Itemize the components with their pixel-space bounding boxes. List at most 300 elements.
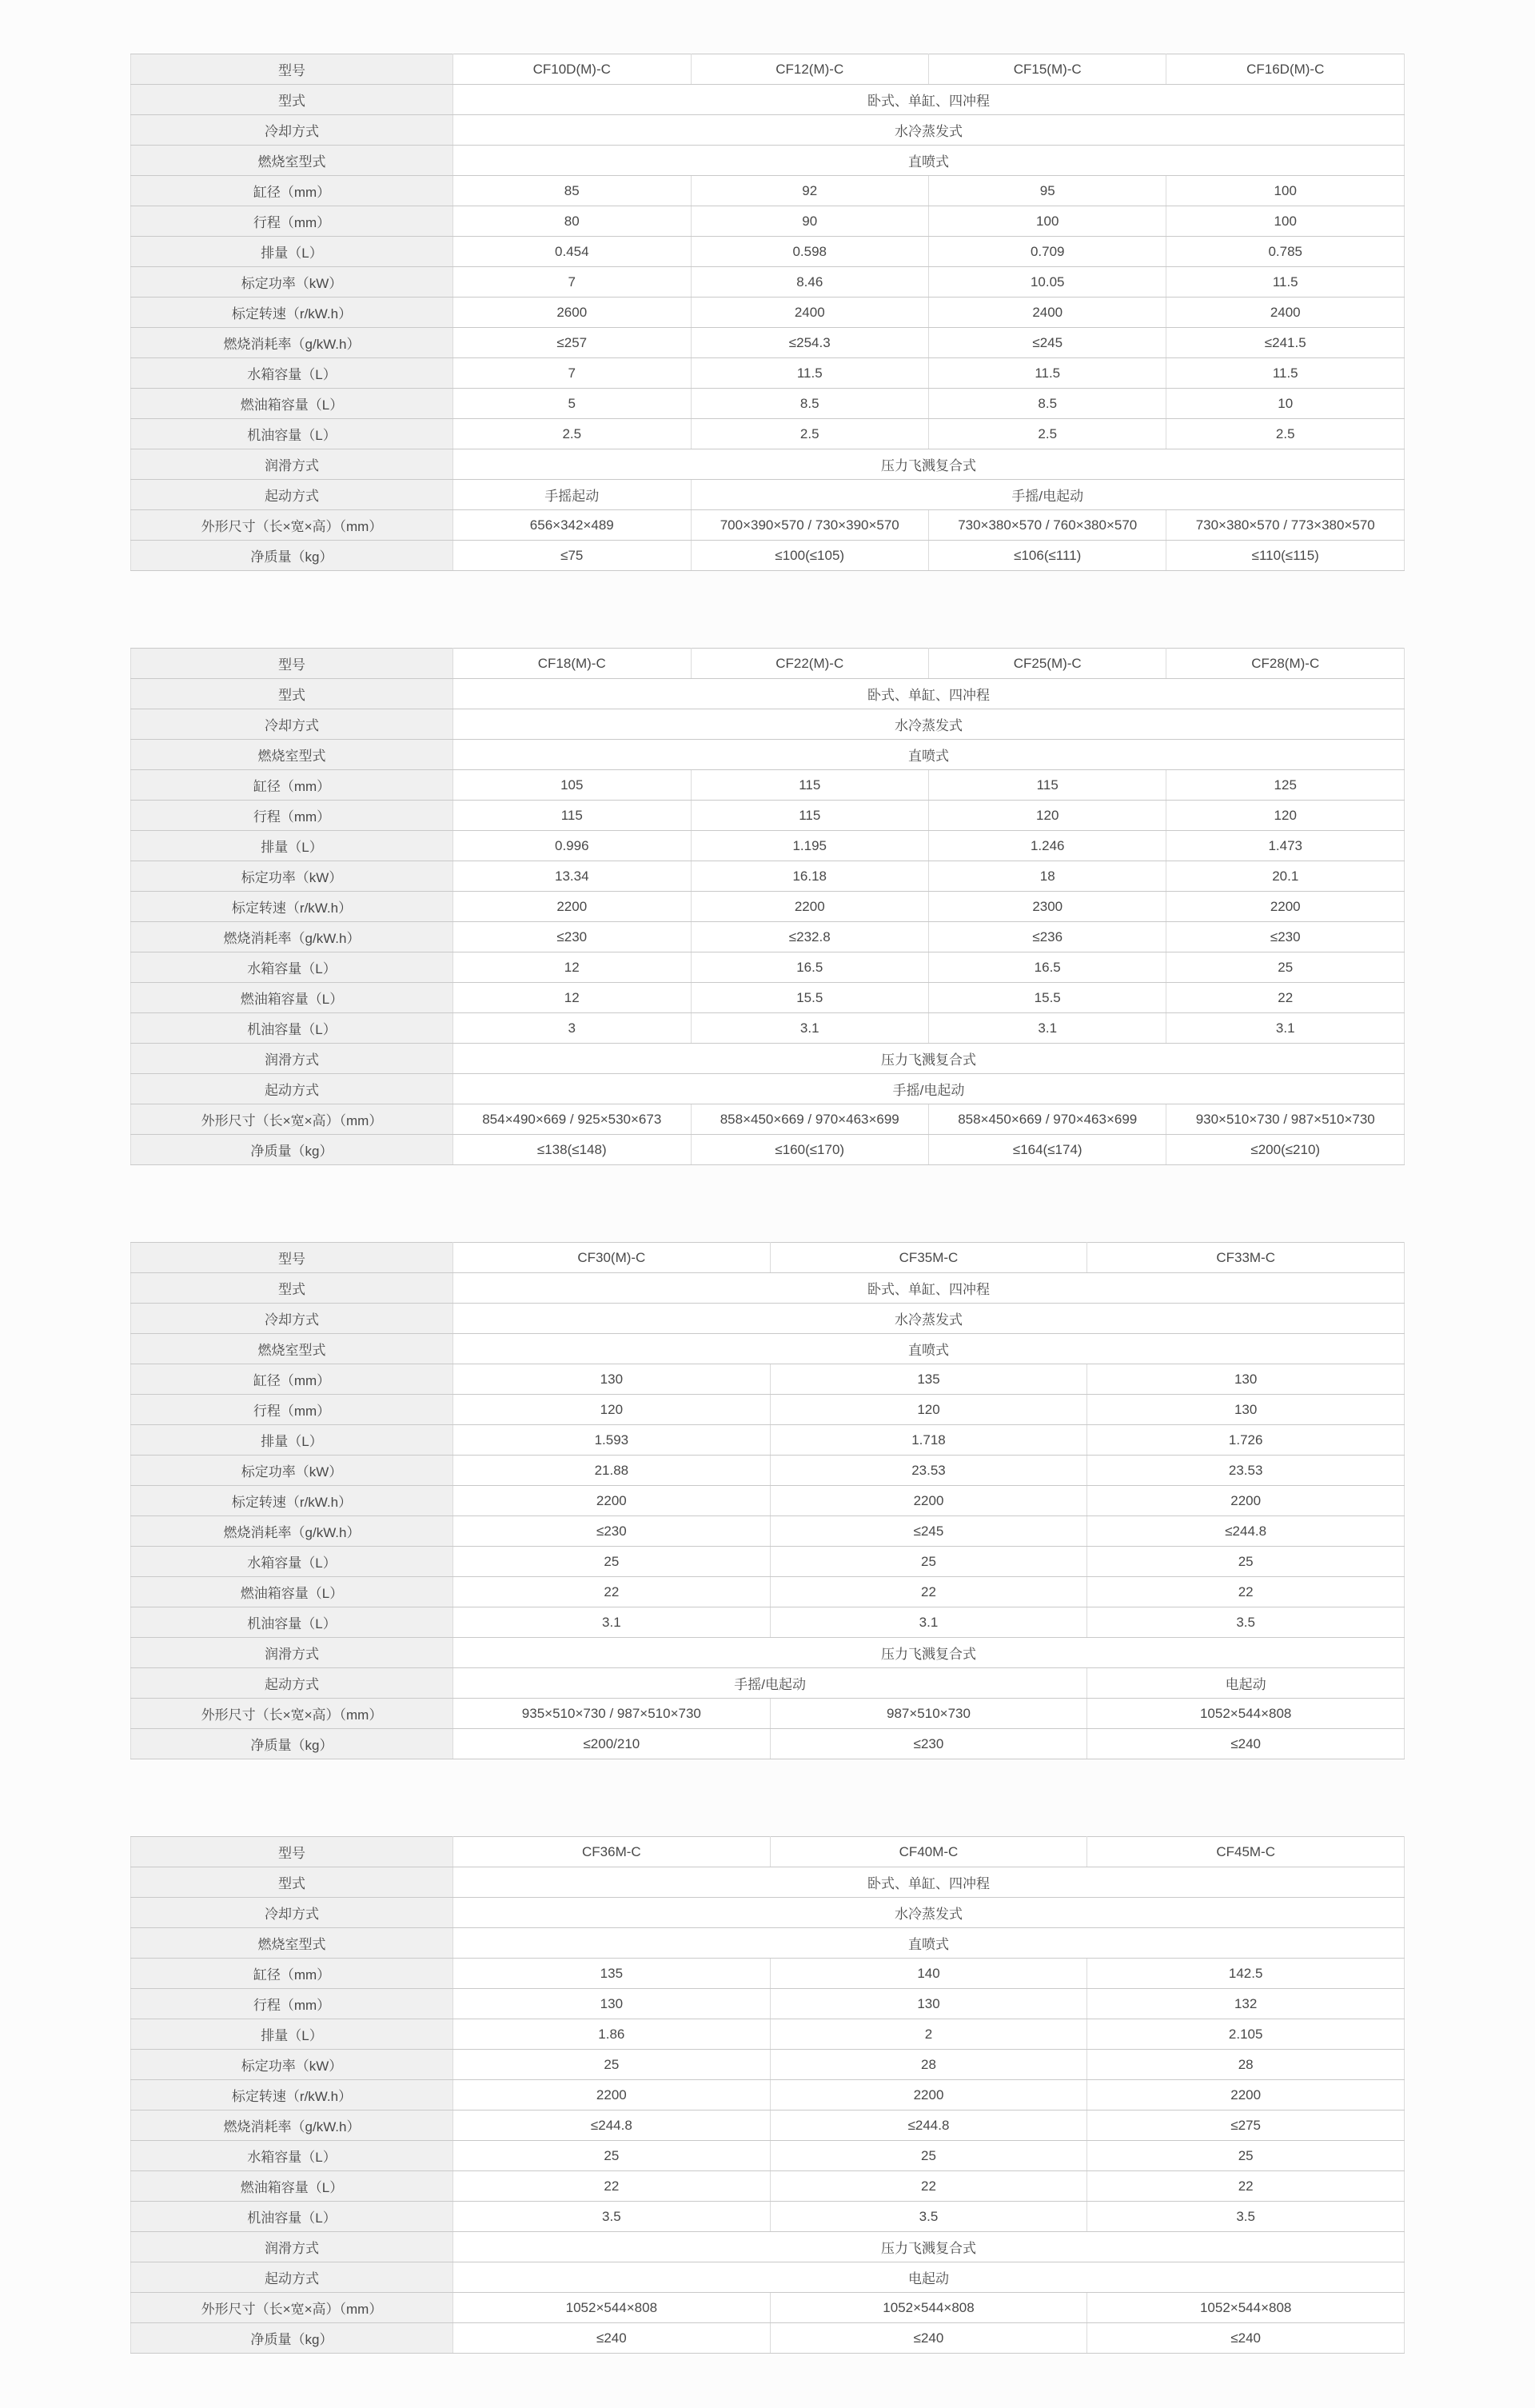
spec-value: 22 bbox=[1166, 983, 1405, 1013]
spec-value: 21.88 bbox=[453, 1456, 771, 1486]
spec-value: 2200 bbox=[770, 1486, 1087, 1516]
table-row bbox=[131, 2050, 1405, 2080]
spec-value: ≤241.5 bbox=[1166, 328, 1405, 358]
table-row bbox=[131, 1898, 1405, 1928]
spec-value: 2.5 bbox=[928, 419, 1166, 449]
table-row bbox=[131, 740, 1405, 770]
spec-value: 1052×544×808 bbox=[453, 2293, 771, 2323]
model-name: CF22(M)-C bbox=[691, 649, 928, 679]
spec-value: 2200 bbox=[1087, 1486, 1405, 1516]
spec-value: 2400 bbox=[1166, 298, 1405, 328]
table-row bbox=[131, 2262, 1405, 2293]
spec-value: 130 bbox=[453, 1364, 771, 1395]
model-name: CF36M-C bbox=[453, 1837, 771, 1867]
spec-value: 11.5 bbox=[691, 358, 928, 389]
spec-value: ≤110(≤115) bbox=[1166, 541, 1405, 571]
table-row bbox=[131, 328, 1405, 358]
spec-value: 手摇/电起动 bbox=[691, 480, 1405, 510]
table-row bbox=[131, 679, 1405, 709]
row-label: 起动方式 bbox=[131, 2262, 453, 2293]
spec-value: 2200 bbox=[1087, 2080, 1405, 2110]
spec-table-3 bbox=[130, 1242, 1405, 1759]
row-label: 排量（L） bbox=[131, 237, 453, 267]
spec-value: ≤240 bbox=[770, 2323, 1087, 2354]
spec-value: 100 bbox=[1166, 206, 1405, 237]
spec-value: 25 bbox=[1087, 1547, 1405, 1577]
table-row bbox=[131, 1044, 1405, 1074]
spec-value: 8.46 bbox=[691, 267, 928, 298]
row-label: 行程（mm） bbox=[131, 1989, 453, 2019]
spec-value: 水冷蒸发式 bbox=[453, 1304, 1405, 1334]
table-row bbox=[131, 54, 1405, 85]
spec-value: 3.5 bbox=[1087, 1607, 1405, 1638]
model-name: CF33M-C bbox=[1087, 1243, 1405, 1273]
spec-value: 卧式、单缸、四冲程 bbox=[453, 679, 1405, 709]
table-row bbox=[131, 801, 1405, 831]
spec-value: 2400 bbox=[691, 298, 928, 328]
spec-value: 1.246 bbox=[928, 831, 1166, 861]
table-row bbox=[131, 146, 1405, 176]
model-name: CF35M-C bbox=[770, 1243, 1087, 1273]
spec-value: 132 bbox=[1087, 1989, 1405, 2019]
row-label: 排量（L） bbox=[131, 1425, 453, 1456]
row-label: 燃烧室型式 bbox=[131, 1928, 453, 1959]
row-label: 行程（mm） bbox=[131, 801, 453, 831]
spec-value: ≤138(≤148) bbox=[453, 1135, 691, 1165]
spec-value: 7 bbox=[453, 358, 691, 389]
table-row bbox=[131, 2141, 1405, 2171]
row-label: 外形尺寸（长×宽×高）（mm） bbox=[131, 510, 453, 541]
row-label: 型式 bbox=[131, 85, 453, 115]
spec-value: 3.1 bbox=[691, 1013, 928, 1044]
spec-value: 28 bbox=[770, 2050, 1087, 2080]
spec-value: 22 bbox=[453, 1577, 771, 1607]
spec-value: 10.05 bbox=[928, 267, 1166, 298]
spec-value: 656×342×489 bbox=[453, 510, 691, 541]
spec-value: 22 bbox=[1087, 2171, 1405, 2202]
table-row bbox=[131, 480, 1405, 510]
spec-value: 电起动 bbox=[453, 2262, 1405, 2293]
spec-value: 105 bbox=[453, 770, 691, 801]
spec-value: ≤236 bbox=[928, 922, 1166, 952]
table-row bbox=[131, 2171, 1405, 2202]
table-row bbox=[131, 389, 1405, 419]
row-label: 净质量（kg） bbox=[131, 1729, 453, 1759]
spec-value: 92 bbox=[691, 176, 928, 206]
spec-value: 12 bbox=[453, 952, 691, 983]
spec-value: 135 bbox=[770, 1364, 1087, 1395]
spec-value: 20.1 bbox=[1166, 861, 1405, 892]
table-row bbox=[131, 1425, 1405, 1456]
row-label: 水箱容量（L） bbox=[131, 1547, 453, 1577]
row-label: 行程（mm） bbox=[131, 206, 453, 237]
spec-value: 1.726 bbox=[1087, 1425, 1405, 1456]
table-row bbox=[131, 892, 1405, 922]
row-label: 燃烧消耗率（g/kW.h） bbox=[131, 922, 453, 952]
row-label: 净质量（kg） bbox=[131, 2323, 453, 2354]
spec-value: 5 bbox=[453, 389, 691, 419]
spec-value: 2.5 bbox=[1166, 419, 1405, 449]
spec-value: 130 bbox=[770, 1989, 1087, 2019]
spec-value: 直喷式 bbox=[453, 1334, 1405, 1364]
spec-value: ≤230 bbox=[770, 1729, 1087, 1759]
table-row bbox=[131, 983, 1405, 1013]
spec-value: 16.5 bbox=[691, 952, 928, 983]
spec-value: 压力飞溅复合式 bbox=[453, 449, 1405, 480]
spec-value: ≤244.8 bbox=[1087, 1516, 1405, 1547]
table-row bbox=[131, 649, 1405, 679]
row-label: 水箱容量（L） bbox=[131, 952, 453, 983]
spec-value: 压力飞溅复合式 bbox=[453, 1044, 1405, 1074]
spec-value: 142.5 bbox=[1087, 1959, 1405, 1989]
table-row bbox=[131, 861, 1405, 892]
table-row bbox=[131, 85, 1405, 115]
spec-value: 水冷蒸发式 bbox=[453, 709, 1405, 740]
spec-value: 2200 bbox=[691, 892, 928, 922]
spec-value: 11.5 bbox=[1166, 267, 1405, 298]
row-label: 型号 bbox=[131, 649, 453, 679]
row-label: 型式 bbox=[131, 1867, 453, 1898]
spec-value: 2.5 bbox=[691, 419, 928, 449]
table-row bbox=[131, 1577, 1405, 1607]
spec-value: 0.785 bbox=[1166, 237, 1405, 267]
row-label: 缸径（mm） bbox=[131, 176, 453, 206]
model-name: CF12(M)-C bbox=[691, 54, 928, 85]
table-row bbox=[131, 770, 1405, 801]
table-row bbox=[131, 1395, 1405, 1425]
row-label: 润滑方式 bbox=[131, 1044, 453, 1074]
spec-value: ≤275 bbox=[1087, 2110, 1405, 2141]
row-label: 润滑方式 bbox=[131, 2232, 453, 2262]
row-label: 型号 bbox=[131, 1243, 453, 1273]
row-label: 燃油箱容量（L） bbox=[131, 1577, 453, 1607]
spec-value: 15.5 bbox=[928, 983, 1166, 1013]
table-row bbox=[131, 2110, 1405, 2141]
spec-value: 25 bbox=[1087, 2141, 1405, 2171]
spec-value: 95 bbox=[928, 176, 1166, 206]
spec-value: 85 bbox=[453, 176, 691, 206]
spec-value: 140 bbox=[770, 1959, 1087, 1989]
spec-value: 3.1 bbox=[1166, 1013, 1405, 1044]
table-row bbox=[131, 358, 1405, 389]
spec-value: 0.598 bbox=[691, 237, 928, 267]
spec-value: 130 bbox=[1087, 1395, 1405, 1425]
row-label: 燃烧消耗率（g/kW.h） bbox=[131, 2110, 453, 2141]
table-row bbox=[131, 1135, 1405, 1165]
spec-value: ≤245 bbox=[770, 1516, 1087, 1547]
spec-value: 16.18 bbox=[691, 861, 928, 892]
spec-value: 25 bbox=[453, 2050, 771, 2080]
row-label: 冷却方式 bbox=[131, 115, 453, 146]
spec-value: ≤106(≤111) bbox=[928, 541, 1166, 571]
spec-value: 1.593 bbox=[453, 1425, 771, 1456]
spec-value: 水冷蒸发式 bbox=[453, 1898, 1405, 1928]
row-label: 燃油箱容量（L） bbox=[131, 983, 453, 1013]
spec-value: 1.195 bbox=[691, 831, 928, 861]
model-name: CF40M-C bbox=[770, 1837, 1087, 1867]
model-name: CF25(M)-C bbox=[928, 649, 1166, 679]
spec-value: 2300 bbox=[928, 892, 1166, 922]
spec-value: ≤244.8 bbox=[453, 2110, 771, 2141]
model-name: CF15(M)-C bbox=[928, 54, 1166, 85]
spec-value: 1052×544×808 bbox=[1087, 2293, 1405, 2323]
table-row bbox=[131, 298, 1405, 328]
spec-value: 7 bbox=[453, 267, 691, 298]
spec-value: 2200 bbox=[1166, 892, 1405, 922]
table-row bbox=[131, 1013, 1405, 1044]
spec-value: 25 bbox=[770, 1547, 1087, 1577]
spec-value: 手摇/电起动 bbox=[453, 1668, 1087, 1699]
table-row bbox=[131, 831, 1405, 861]
row-label: 标定转速（r/kW.h） bbox=[131, 298, 453, 328]
table-row bbox=[131, 115, 1405, 146]
spec-value: 115 bbox=[691, 770, 928, 801]
table-row bbox=[131, 1273, 1405, 1304]
table-row bbox=[131, 541, 1405, 571]
spec-value: 15.5 bbox=[691, 983, 928, 1013]
model-name: CF10D(M)-C bbox=[453, 54, 691, 85]
spec-value: 压力飞溅复合式 bbox=[453, 2232, 1405, 2262]
spec-value: 730×380×570 / 760×380×570 bbox=[928, 510, 1166, 541]
spec-table-2 bbox=[130, 648, 1405, 1165]
spec-value: 3.1 bbox=[453, 1607, 771, 1638]
table-row bbox=[131, 237, 1405, 267]
table-row bbox=[131, 2080, 1405, 2110]
row-label: 燃油箱容量（L） bbox=[131, 389, 453, 419]
spec-value: 130 bbox=[453, 1989, 771, 2019]
spec-value: 2600 bbox=[453, 298, 691, 328]
spec-value: 80 bbox=[453, 206, 691, 237]
spec-value: 3 bbox=[453, 1013, 691, 1044]
spec-value: 2.5 bbox=[453, 419, 691, 449]
row-label: 起动方式 bbox=[131, 1074, 453, 1104]
spec-value: 12 bbox=[453, 983, 691, 1013]
spec-value: 100 bbox=[928, 206, 1166, 237]
spec-value: ≤232.8 bbox=[691, 922, 928, 952]
model-name: CF28(M)-C bbox=[1166, 649, 1405, 679]
row-label: 标定转速（r/kW.h） bbox=[131, 1486, 453, 1516]
table-row bbox=[131, 1243, 1405, 1273]
spec-value: 16.5 bbox=[928, 952, 1166, 983]
spec-value: 120 bbox=[928, 801, 1166, 831]
table-row bbox=[131, 1364, 1405, 1395]
spec-value: 115 bbox=[691, 801, 928, 831]
spec-table-1 bbox=[130, 54, 1405, 571]
row-label: 燃烧室型式 bbox=[131, 740, 453, 770]
table-row bbox=[131, 206, 1405, 237]
row-label: 排量（L） bbox=[131, 831, 453, 861]
spec-value: 卧式、单缸、四冲程 bbox=[453, 1273, 1405, 1304]
spec-value: 手摇/电起动 bbox=[453, 1074, 1405, 1104]
table-row bbox=[131, 1959, 1405, 1989]
spec-value: 0.709 bbox=[928, 237, 1166, 267]
spec-value: 130 bbox=[1087, 1364, 1405, 1395]
spec-value: 2200 bbox=[453, 1486, 771, 1516]
row-label: 冷却方式 bbox=[131, 1898, 453, 1928]
table-row bbox=[131, 922, 1405, 952]
row-label: 水箱容量（L） bbox=[131, 2141, 453, 2171]
spec-value: 8.5 bbox=[928, 389, 1166, 419]
spec-value: ≤244.8 bbox=[770, 2110, 1087, 2141]
row-label: 冷却方式 bbox=[131, 709, 453, 740]
spec-value: 压力飞溅复合式 bbox=[453, 1638, 1405, 1668]
spec-value: 3.5 bbox=[453, 2202, 771, 2232]
spec-value: 23.53 bbox=[1087, 1456, 1405, 1486]
spec-value: 858×450×669 / 970×463×699 bbox=[691, 1104, 928, 1135]
row-label: 型式 bbox=[131, 1273, 453, 1304]
spec-value: ≤230 bbox=[453, 1516, 771, 1547]
row-label: 标定功率（kW） bbox=[131, 861, 453, 892]
spec-value: 0.454 bbox=[453, 237, 691, 267]
spec-value: 22 bbox=[453, 2171, 771, 2202]
spec-value: 11.5 bbox=[928, 358, 1166, 389]
spec-value: 2200 bbox=[770, 2080, 1087, 2110]
spec-value: 3.5 bbox=[1087, 2202, 1405, 2232]
spec-value: 2 bbox=[770, 2019, 1087, 2050]
row-label: 型式 bbox=[131, 679, 453, 709]
spec-value: ≤257 bbox=[453, 328, 691, 358]
spec-value: 2200 bbox=[453, 892, 691, 922]
table-row bbox=[131, 1607, 1405, 1638]
spec-value: 1.718 bbox=[770, 1425, 1087, 1456]
row-label: 外形尺寸（长×宽×高）（mm） bbox=[131, 2293, 453, 2323]
row-label: 标定功率（kW） bbox=[131, 1456, 453, 1486]
spec-value: ≤245 bbox=[928, 328, 1166, 358]
spec-value: 直喷式 bbox=[453, 740, 1405, 770]
spec-value: 115 bbox=[453, 801, 691, 831]
table-row bbox=[131, 1699, 1405, 1729]
table-row bbox=[131, 1638, 1405, 1668]
table-row bbox=[131, 2202, 1405, 2232]
row-label: 水箱容量（L） bbox=[131, 358, 453, 389]
table-row bbox=[131, 1989, 1405, 2019]
table-row bbox=[131, 709, 1405, 740]
row-label: 起动方式 bbox=[131, 480, 453, 510]
spec-value: 3.1 bbox=[770, 1607, 1087, 1638]
spec-value: 0.996 bbox=[453, 831, 691, 861]
table-row bbox=[131, 2232, 1405, 2262]
row-label: 燃烧室型式 bbox=[131, 146, 453, 176]
spec-value: 25 bbox=[453, 2141, 771, 2171]
table-row bbox=[131, 1456, 1405, 1486]
spec-value: ≤240 bbox=[453, 2323, 771, 2354]
spec-value: 手摇起动 bbox=[453, 480, 691, 510]
spec-value: 1.473 bbox=[1166, 831, 1405, 861]
spec-value: 22 bbox=[770, 2171, 1087, 2202]
row-label: 净质量（kg） bbox=[131, 541, 453, 571]
spec-value: ≤240 bbox=[1087, 1729, 1405, 1759]
spec-value: 115 bbox=[928, 770, 1166, 801]
spec-value: 直喷式 bbox=[453, 146, 1405, 176]
table-row bbox=[131, 1547, 1405, 1577]
spec-value: 电起动 bbox=[1087, 1668, 1405, 1699]
spec-value: 100 bbox=[1166, 176, 1405, 206]
row-label: 缸径（mm） bbox=[131, 1364, 453, 1395]
table-row bbox=[131, 1486, 1405, 1516]
row-label: 机油容量（L） bbox=[131, 1013, 453, 1044]
table-row bbox=[131, 1334, 1405, 1364]
row-label: 行程（mm） bbox=[131, 1395, 453, 1425]
row-label: 型号 bbox=[131, 1837, 453, 1867]
spec-value: 直喷式 bbox=[453, 1928, 1405, 1959]
spec-value: 11.5 bbox=[1166, 358, 1405, 389]
spec-value: ≤230 bbox=[1166, 922, 1405, 952]
spec-value: 120 bbox=[1166, 801, 1405, 831]
spec-value: 3.5 bbox=[770, 2202, 1087, 2232]
table-row bbox=[131, 1104, 1405, 1135]
table-row bbox=[131, 1729, 1405, 1759]
spec-value: 卧式、单缸、四冲程 bbox=[453, 1867, 1405, 1898]
spec-value: 卧式、单缸、四冲程 bbox=[453, 85, 1405, 115]
table-row bbox=[131, 449, 1405, 480]
spec-table-4 bbox=[130, 1836, 1405, 2354]
spec-value: 120 bbox=[770, 1395, 1087, 1425]
spec-value: 水冷蒸发式 bbox=[453, 115, 1405, 146]
spec-value: 1052×544×808 bbox=[770, 2293, 1087, 2323]
row-label: 标定功率（kW） bbox=[131, 267, 453, 298]
spec-value: 1.86 bbox=[453, 2019, 771, 2050]
spec-value: 25 bbox=[1166, 952, 1405, 983]
model-name: CF18(M)-C bbox=[453, 649, 691, 679]
spec-value: ≤160(≤170) bbox=[691, 1135, 928, 1165]
spec-value: ≤200/210 bbox=[453, 1729, 771, 1759]
spec-value: 935×510×730 / 987×510×730 bbox=[453, 1699, 771, 1729]
row-label: 外形尺寸（长×宽×高）（mm） bbox=[131, 1699, 453, 1729]
spec-value: 28 bbox=[1087, 2050, 1405, 2080]
model-name: CF45M-C bbox=[1087, 1837, 1405, 1867]
table-row bbox=[131, 1304, 1405, 1334]
table-row bbox=[131, 952, 1405, 983]
table-row bbox=[131, 2323, 1405, 2354]
spec-value: 10 bbox=[1166, 389, 1405, 419]
spec-value: ≤75 bbox=[453, 541, 691, 571]
table-row bbox=[131, 1837, 1405, 1867]
row-label: 机油容量（L） bbox=[131, 2202, 453, 2232]
spec-value: ≤100(≤105) bbox=[691, 541, 928, 571]
row-label: 净质量（kg） bbox=[131, 1135, 453, 1165]
table-row bbox=[131, 510, 1405, 541]
spec-value: 1052×544×808 bbox=[1087, 1699, 1405, 1729]
table-row bbox=[131, 2019, 1405, 2050]
row-label: 润滑方式 bbox=[131, 449, 453, 480]
spec-value: ≤164(≤174) bbox=[928, 1135, 1166, 1165]
table-row bbox=[131, 1074, 1405, 1104]
table-row bbox=[131, 267, 1405, 298]
row-label: 型号 bbox=[131, 54, 453, 85]
table-row bbox=[131, 419, 1405, 449]
spec-value: 3.1 bbox=[928, 1013, 1166, 1044]
spec-value: 930×510×730 / 987×510×730 bbox=[1166, 1104, 1405, 1135]
spec-value: 854×490×669 / 925×530×673 bbox=[453, 1104, 691, 1135]
model-name: CF30(M)-C bbox=[453, 1243, 771, 1273]
row-label: 润滑方式 bbox=[131, 1638, 453, 1668]
table-row bbox=[131, 1867, 1405, 1898]
spec-value: ≤200(≤210) bbox=[1166, 1135, 1405, 1165]
spec-value: 22 bbox=[1087, 1577, 1405, 1607]
spec-value: 18 bbox=[928, 861, 1166, 892]
row-label: 机油容量（L） bbox=[131, 419, 453, 449]
row-label: 燃烧消耗率（g/kW.h） bbox=[131, 328, 453, 358]
spec-tables bbox=[130, 54, 1405, 2408]
row-label: 燃烧消耗率（g/kW.h） bbox=[131, 1516, 453, 1547]
row-label: 燃烧室型式 bbox=[131, 1334, 453, 1364]
row-label: 标定转速（r/kW.h） bbox=[131, 2080, 453, 2110]
row-label: 机油容量（L） bbox=[131, 1607, 453, 1638]
row-label: 标定转速（r/kW.h） bbox=[131, 892, 453, 922]
row-label: 燃油箱容量（L） bbox=[131, 2171, 453, 2202]
spec-value: 25 bbox=[453, 1547, 771, 1577]
table-row bbox=[131, 2293, 1405, 2323]
